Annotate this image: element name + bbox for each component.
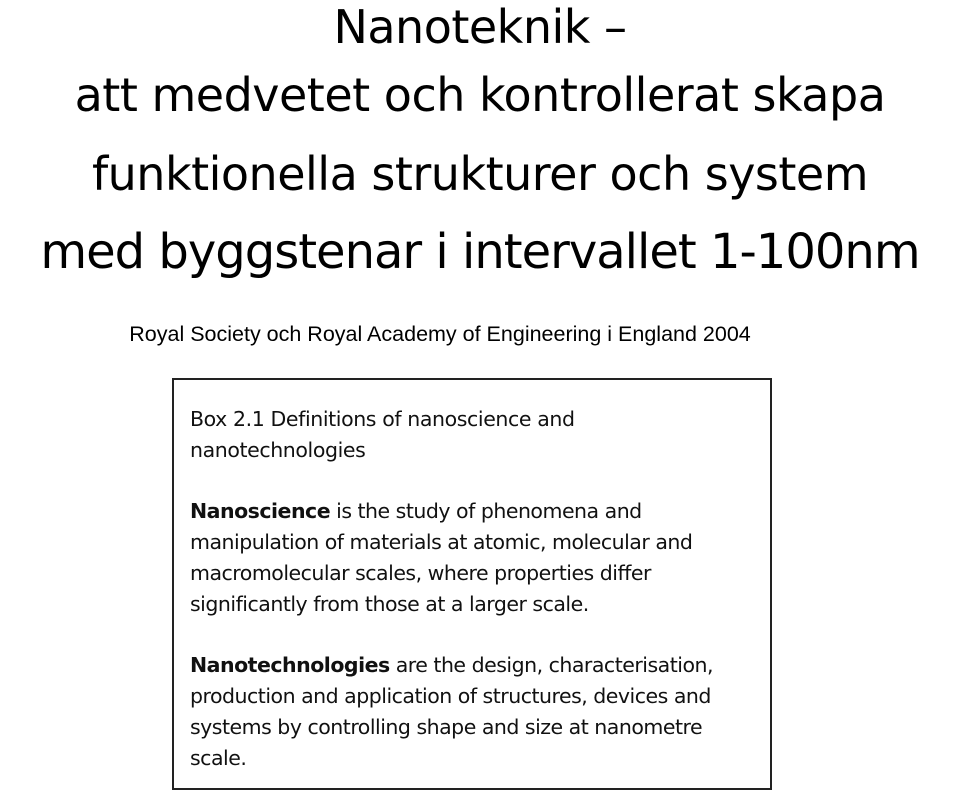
slide-title-line-1: Nanoteknik – xyxy=(333,0,627,54)
slide-title-line-3: funktionella strukturer och system xyxy=(91,147,869,201)
nanotechnologies-definition xyxy=(190,650,756,774)
box-title xyxy=(190,404,756,466)
nanotechnologies-term: Nanotechnologies xyxy=(190,653,390,677)
box-title-line-1: Box 2.1 Definitions of nanoscience and xyxy=(190,407,575,431)
nanoscience-text: is the study of phenomena and manipulation of materials at atomic, molecular and macromolecular scales, where properties differ significantly from those at a larger scale. xyxy=(190,499,693,616)
slide-title-line-4: med byggstenar i intervallet 1-100nm xyxy=(40,224,920,280)
source-citation: Royal Society och Royal Academy of Engineering i England 2004 xyxy=(129,322,751,346)
nanoscience-definition xyxy=(190,496,756,620)
nanoscience-term: Nanoscience xyxy=(190,499,331,523)
slide-title-line-2: att medvetet och kontrollerat skapa xyxy=(74,68,886,122)
nanotechnologies-text: are the design, characterisation, production and application of structures, devices and systems by controlling shape and size at nanometre scale. xyxy=(190,653,713,770)
box-title-line-2: nanotechnologies xyxy=(190,438,366,462)
definitions-box xyxy=(172,378,772,790)
